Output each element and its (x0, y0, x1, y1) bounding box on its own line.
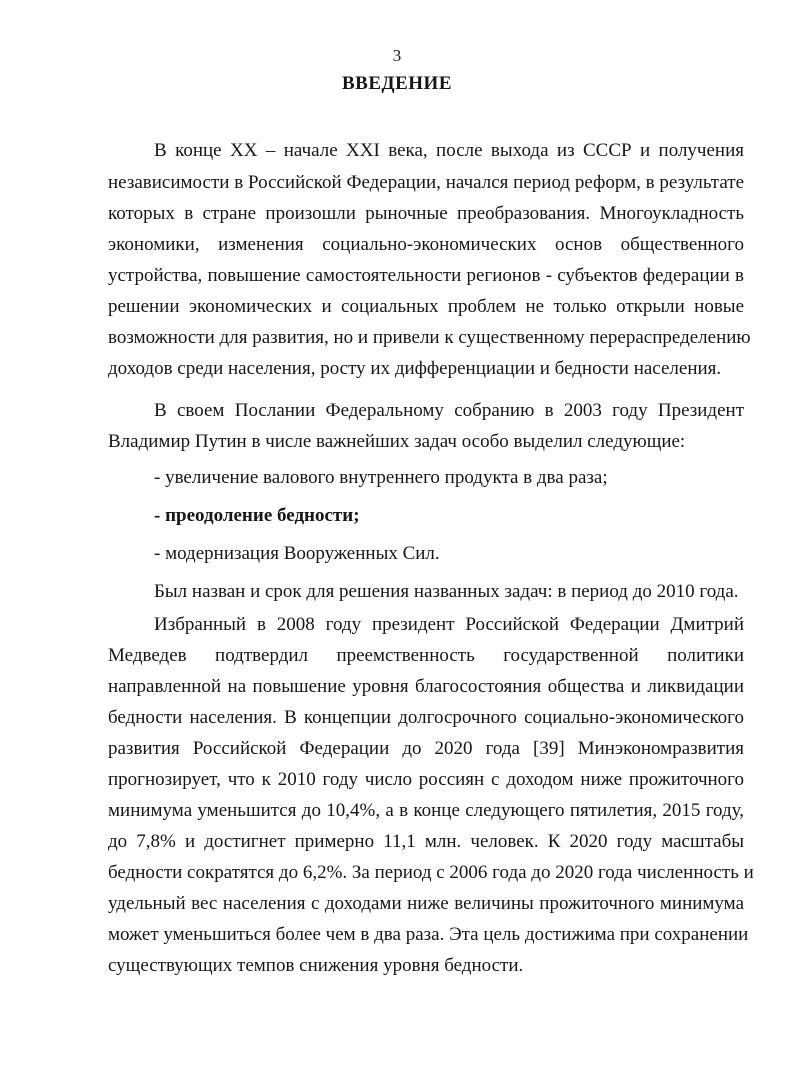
list-item: - преодоление бедности; (154, 505, 360, 526)
text-line: существующих темпов снижения уровня бедности. (108, 955, 524, 976)
text-line: В конце XX – начале XXI века, после выхода из СССР и получения (154, 140, 744, 161)
text-line: независимости в Российской Федерации, начался период реформ, в результате (108, 172, 744, 193)
text-line: Владимир Путин в числе важнейших задач особо выделил следующие: (108, 431, 686, 452)
text-line: которых в стране произошли рыночные преобразования. Многоукладность (108, 203, 744, 224)
text-line: доходов среди населения, росту их дифференциации и бедности населения. (108, 358, 722, 379)
text-line: удельный вес населения с доходами ниже величины прожиточного минимума (108, 893, 744, 914)
text-line: прогнозирует, что к 2010 году число россиян с доходом ниже прожиточного (108, 769, 744, 790)
text-line: экономики, изменения социально-экономических основ общественного (108, 234, 744, 255)
text-line: бедности населения. В концепции долгосрочного социально-экономического (108, 707, 744, 728)
page-title: ВВЕДЕНИЕ (342, 73, 452, 94)
text-line: Медведев подтвердил преемственность государственной политики (108, 645, 744, 666)
text-line: В своем Послании Федеральному собранию в 2003 году Президент (154, 400, 744, 421)
text-line: решении экономических и социальных проблем не только открыли новые (108, 296, 744, 317)
page-number: 3 (392, 46, 402, 65)
list-item: - увеличение валового внутреннего продукта в два раза; (154, 467, 608, 488)
text-line: до 7,8% и достигнет примерно 11,1 млн. человек. К 2020 году масштабы (108, 831, 744, 852)
text-line: бедности сократятся до 6,2%. За период с 2006 года до 2020 года численность и (108, 862, 754, 883)
text-line: развития Российской Федерации до 2020 года [39] Минэкономразвития (108, 738, 744, 759)
text-line: Был назван и срок для решения названных задач: в период до 2010 года. (154, 581, 739, 602)
text-line: минимума уменьшится до 10,4%, а в конце следующего пятилетия, 2015 году, (108, 800, 744, 821)
text-line: устройства, повышение самостоятельности регионов - субъектов федерации в (108, 265, 744, 286)
text-line: возможности для развития, но и привели к существенному перераспределению (108, 327, 751, 348)
text-line: направленной на повышение уровня благосостояния общества и ликвидации (108, 676, 744, 697)
text-line: Избранный в 2008 году президент Российской Федерации Дмитрий (154, 614, 744, 635)
text-line: может уменьшиться более чем в два раза. Эта цель достижима при сохранении (108, 924, 749, 945)
list-item: - модернизация Вооруженных Сил. (154, 543, 440, 564)
